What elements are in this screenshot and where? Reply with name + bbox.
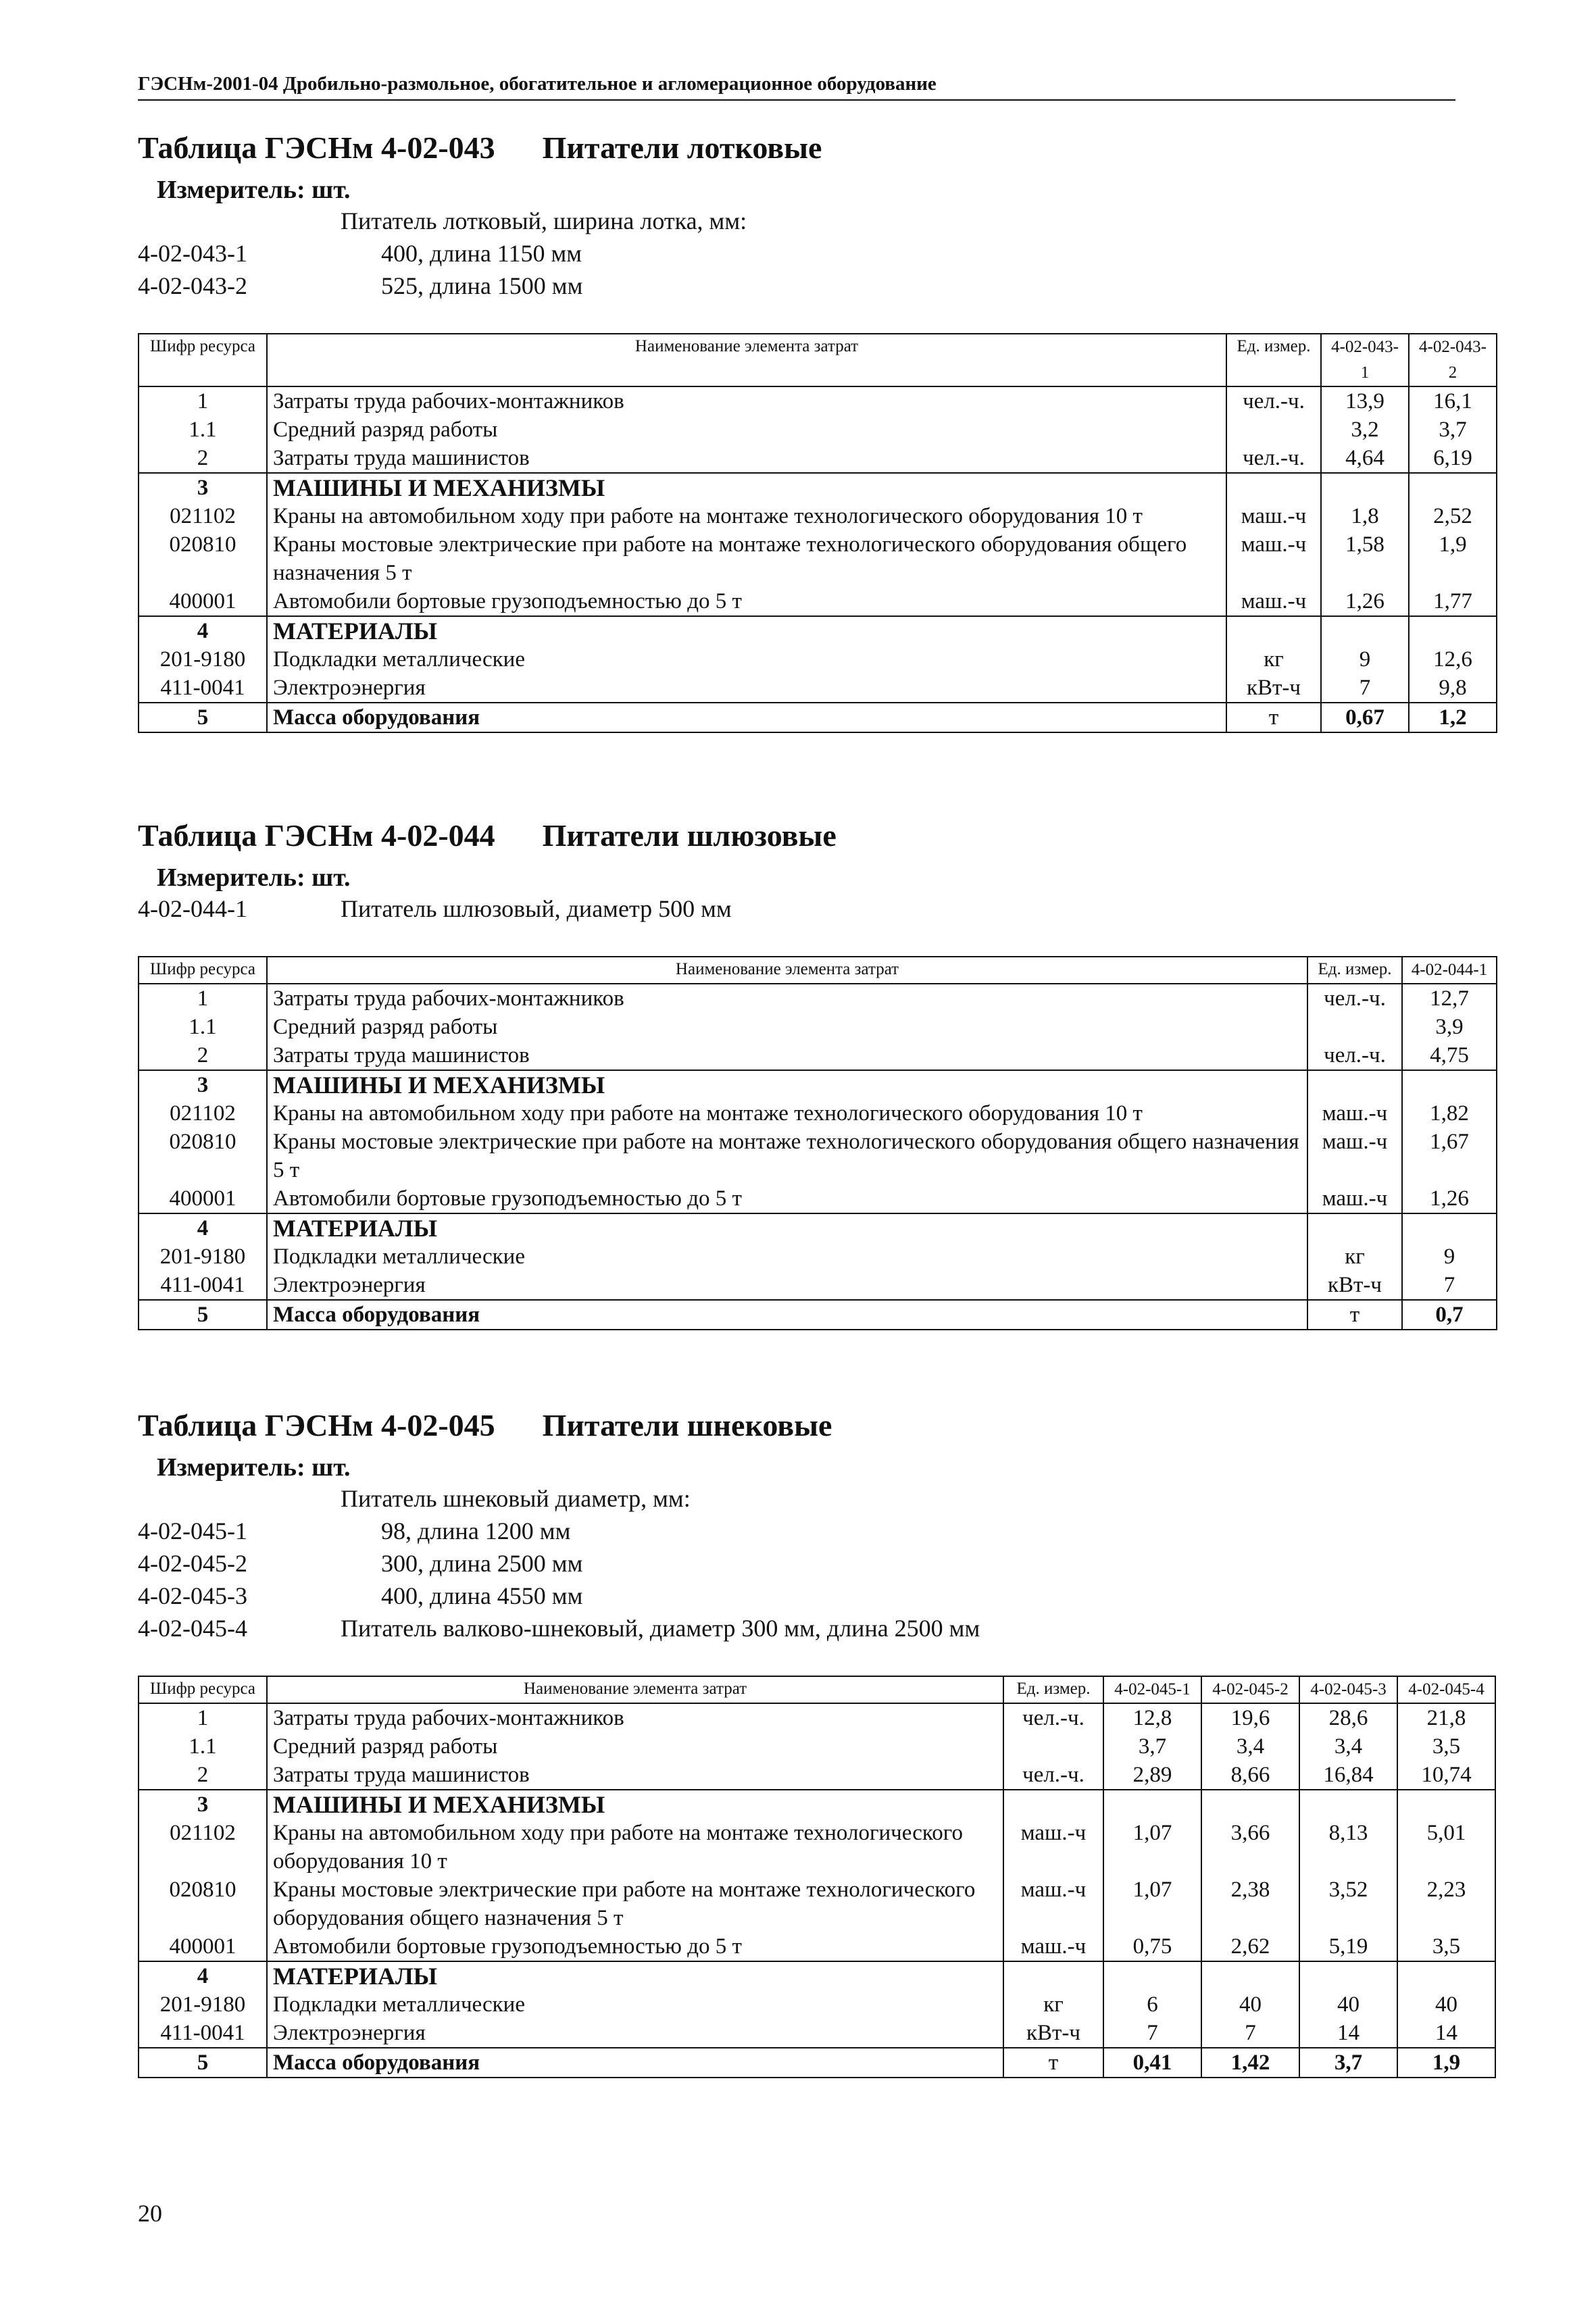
table-row xyxy=(139,984,1497,1013)
cell-value xyxy=(1103,1961,1201,1990)
section-row xyxy=(139,616,1497,645)
table-row xyxy=(139,1271,1497,1300)
cell-value xyxy=(1402,1213,1497,1242)
col-header-value: 4-02-045-4 xyxy=(1397,1676,1495,1703)
cell-name: Краны мостовые электрические при работе на монтаже технологического оборудования общего назначения 5 т xyxy=(267,1876,1003,1932)
section-row xyxy=(139,473,1497,502)
cell-unit: кг xyxy=(1226,645,1321,674)
table-row xyxy=(139,530,1497,587)
cell-value: 8,13 xyxy=(1299,1819,1397,1876)
cell-unit: т xyxy=(1226,703,1321,732)
cell-unit: маш.-ч xyxy=(1003,1819,1103,1876)
table-name: Питатели шлюзовые xyxy=(542,818,837,853)
cell-value: 6 xyxy=(1103,1990,1201,2019)
cell-value: 13,9 xyxy=(1321,386,1409,416)
cell-value xyxy=(1397,1790,1495,1819)
cell-code: 411-0041 xyxy=(139,2019,267,2048)
cell-code: 5 xyxy=(139,1300,267,1330)
cell-unit: т xyxy=(1307,1300,1402,1330)
cell-code: 020810 xyxy=(139,1876,267,1932)
param-header xyxy=(138,205,1496,237)
cell-value xyxy=(1299,1790,1397,1819)
cell-value: 3,2 xyxy=(1321,416,1409,444)
cell-name: Краны на автомобильном ходу при работе на монтаже технологического оборудования 10 т xyxy=(267,1819,1003,1876)
cell-value: 1,07 xyxy=(1103,1819,1201,1876)
table-row xyxy=(139,674,1497,703)
table-row xyxy=(139,1300,1497,1330)
cell-code: 2 xyxy=(139,1761,267,1790)
cell-value: 16,84 xyxy=(1299,1761,1397,1790)
cell-unit: чел.-ч. xyxy=(1307,1041,1402,1070)
cell-value: 1,26 xyxy=(1402,1184,1497,1213)
table-block-043 xyxy=(138,130,1496,733)
table-row xyxy=(139,1013,1497,1041)
cell-code: 1.1 xyxy=(139,1013,267,1041)
measure-unit: Измеритель: шт. xyxy=(157,176,351,204)
table-id: Таблица ГЭСНм 4-02-043 xyxy=(138,130,495,165)
cell-value xyxy=(1103,1790,1201,1819)
cell-value: 19,6 xyxy=(1201,1703,1299,1732)
cell-unit: кг xyxy=(1307,1242,1402,1271)
cell-name: Краны на автомобильном ходу при работе на монтаже технологического оборудования 10 т xyxy=(267,1099,1307,1128)
cell-name: Затраты труда машинистов xyxy=(267,444,1226,473)
cell-value: 1,58 xyxy=(1321,530,1409,587)
cell-name: Автомобили бортовые грузоподъемностью до 5 т xyxy=(267,587,1226,616)
cell-name: МАТЕРИАЛЫ xyxy=(267,1961,1003,1990)
cell-value: 21,8 xyxy=(1397,1703,1495,1732)
resource-table xyxy=(138,956,1497,1330)
col-header-value: 4-02-045-3 xyxy=(1299,1676,1397,1703)
cell-unit: чел.-ч. xyxy=(1226,386,1321,416)
cell-unit xyxy=(1226,616,1321,645)
cell-unit xyxy=(1307,1013,1402,1041)
table-row xyxy=(139,1041,1497,1070)
cell-unit: маш.-ч xyxy=(1307,1128,1402,1184)
cell-value xyxy=(1201,1961,1299,1990)
table-row xyxy=(139,587,1497,616)
cell-name: МАШИНЫ И МЕХАНИЗМЫ xyxy=(267,473,1226,502)
cell-value: 2,62 xyxy=(1201,1932,1299,1961)
cell-unit: маш.-ч xyxy=(1226,587,1321,616)
param-header xyxy=(138,1482,1496,1515)
table-row xyxy=(139,1876,1495,1932)
cell-code: 1 xyxy=(139,984,267,1013)
param-desc: Питатель валково-шнековый, диаметр 300 мм, длина 2500 мм xyxy=(341,1615,980,1642)
param-desc: Питатель шлюзовый, диаметр 500 мм xyxy=(341,895,732,922)
section-row xyxy=(139,1961,1495,1990)
cell-code: 3 xyxy=(139,473,267,502)
param-code: 4-02-044-1 xyxy=(138,895,247,922)
cell-value: 9,8 xyxy=(1409,674,1497,703)
cell-code: 020810 xyxy=(139,530,267,587)
cell-unit: маш.-ч xyxy=(1226,502,1321,530)
cell-value xyxy=(1397,1961,1495,1990)
cell-value: 0,75 xyxy=(1103,1932,1201,1961)
cell-value: 3,7 xyxy=(1409,416,1497,444)
cell-value: 28,6 xyxy=(1299,1703,1397,1732)
col-header-unit: Ед. измер. xyxy=(1307,957,1402,984)
cell-value xyxy=(1321,473,1409,502)
cell-value: 1,07 xyxy=(1103,1876,1201,1932)
col-header-unit: Ед. измер. xyxy=(1003,1676,1103,1703)
cell-name: Затраты труда рабочих-монтажников xyxy=(267,386,1226,416)
table-row xyxy=(139,502,1497,530)
cell-value: 7 xyxy=(1103,2019,1201,2048)
cell-code: 1.1 xyxy=(139,416,267,444)
cell-unit: маш.-ч xyxy=(1307,1099,1402,1128)
cell-name: Автомобили бортовые грузоподъемностью до 5 т xyxy=(267,1184,1307,1213)
col-header-code: Шифр ресурса xyxy=(139,1676,267,1703)
cell-code: 021102 xyxy=(139,1819,267,1876)
cell-value: 4,64 xyxy=(1321,444,1409,473)
cell-code: 411-0041 xyxy=(139,1271,267,1300)
page-number: 20 xyxy=(138,2200,162,2227)
cell-value: 3,7 xyxy=(1103,1732,1201,1761)
cell-value: 9 xyxy=(1402,1242,1497,1271)
cell-value: 2,52 xyxy=(1409,502,1497,530)
table-row xyxy=(139,1184,1497,1213)
cell-code: 020810 xyxy=(139,1128,267,1184)
cell-value: 1,9 xyxy=(1397,2048,1495,2078)
cell-name: Масса оборудования xyxy=(267,1300,1307,1330)
cell-name: Средний разряд работы xyxy=(267,1732,1003,1761)
cell-value: 7 xyxy=(1402,1271,1497,1300)
param-header-text: Питатель лотковый, ширина лотка, мм: xyxy=(341,207,747,234)
cell-name: Краны мостовые электрические при работе на монтаже технологического оборудования общего назначения 5 т xyxy=(267,1128,1307,1184)
param-code: 4-02-045-3 xyxy=(138,1582,247,1609)
cell-unit xyxy=(1226,473,1321,502)
cell-code: 201-9180 xyxy=(139,1990,267,2019)
measure-unit: Измеритель: шт. xyxy=(157,863,351,892)
param-desc: 300, длина 2500 мм xyxy=(381,1550,583,1577)
cell-name: Электроэнергия xyxy=(267,674,1226,703)
cell-value: 14 xyxy=(1299,2019,1397,2048)
table-row xyxy=(139,1761,1495,1790)
table-row xyxy=(139,416,1497,444)
cell-unit: кВт-ч xyxy=(1003,2019,1103,2048)
cell-value xyxy=(1321,616,1409,645)
cell-value: 40 xyxy=(1299,1990,1397,2019)
cell-value: 3,7 xyxy=(1299,2048,1397,2078)
param-code: 4-02-045-4 xyxy=(138,1615,247,1642)
table-title xyxy=(138,1407,1496,1443)
cell-value: 14 xyxy=(1397,2019,1495,2048)
table-row xyxy=(139,1819,1495,1876)
col-header-code: Шифр ресурса xyxy=(139,957,267,984)
table-header-row xyxy=(139,1676,1495,1703)
cell-unit: маш.-ч xyxy=(1003,1932,1103,1961)
cell-code: 400001 xyxy=(139,1184,267,1213)
col-header-unit: Ед. измер. xyxy=(1226,334,1321,386)
param-code: 4-02-043-1 xyxy=(138,240,247,267)
cell-value: 0,67 xyxy=(1321,703,1409,732)
cell-unit: кВт-ч xyxy=(1307,1271,1402,1300)
cell-value: 10,74 xyxy=(1397,1761,1495,1790)
param-desc: 400, длина 4550 мм xyxy=(381,1582,583,1609)
cell-code: 2 xyxy=(139,444,267,473)
cell-name: Электроэнергия xyxy=(267,1271,1307,1300)
param-desc: 400, длина 1150 мм xyxy=(381,240,582,267)
table-title xyxy=(138,818,1496,853)
cell-value: 4,75 xyxy=(1402,1041,1497,1070)
cell-name: Масса оборудования xyxy=(267,703,1226,732)
table-name: Питатели лотковые xyxy=(542,130,822,165)
cell-unit xyxy=(1003,1961,1103,1990)
table-row xyxy=(139,444,1497,473)
cell-value: 1,42 xyxy=(1201,2048,1299,2078)
cell-value: 3,4 xyxy=(1201,1732,1299,1761)
cell-unit xyxy=(1307,1213,1402,1242)
cell-name: Краны на автомобильном ходу при работе на монтаже технологического оборудования 10 т xyxy=(267,502,1226,530)
table-header-row xyxy=(139,957,1497,984)
cell-unit: кг xyxy=(1003,1990,1103,2019)
table-row xyxy=(139,386,1497,416)
cell-unit: чел.-ч. xyxy=(1003,1761,1103,1790)
param-row xyxy=(138,892,1496,925)
col-header-name: Наименование элемента затрат xyxy=(267,334,1226,386)
cell-value: 6,19 xyxy=(1409,444,1497,473)
cell-value: 1,9 xyxy=(1409,530,1497,587)
cell-value: 1,8 xyxy=(1321,502,1409,530)
resource-table xyxy=(138,1676,1496,2078)
cell-unit: чел.-ч. xyxy=(1307,984,1402,1013)
cell-unit: маш.-ч xyxy=(1307,1184,1402,1213)
param-header-text: Питатель шнековый диаметр, мм: xyxy=(341,1485,691,1512)
param-row xyxy=(138,1547,1496,1580)
table-name: Питатели шнековые xyxy=(542,1408,832,1442)
cell-value xyxy=(1201,1790,1299,1819)
cell-code: 201-9180 xyxy=(139,645,267,674)
col-header-name: Наименование элемента затрат xyxy=(267,1676,1003,1703)
col-header-value: 4-02-043-1 xyxy=(1321,334,1409,386)
page-header: ГЭСНм-2001-04 Дробильно-размольное, обогатительное и агломерационное оборудование xyxy=(138,73,1455,101)
table-row xyxy=(139,1732,1495,1761)
cell-value: 40 xyxy=(1201,1990,1299,2019)
cell-unit: чел.-ч. xyxy=(1226,444,1321,473)
table-row xyxy=(139,1099,1497,1128)
cell-name: Затраты труда машинистов xyxy=(267,1041,1307,1070)
cell-value: 2,23 xyxy=(1397,1876,1495,1932)
section-row xyxy=(139,1213,1497,1242)
table-row xyxy=(139,1932,1495,1961)
table-header-row xyxy=(139,334,1497,386)
cell-name: Электроэнергия xyxy=(267,2019,1003,2048)
param-desc: 98, длина 1200 мм xyxy=(381,1517,571,1544)
param-desc: 525, длина 1500 мм xyxy=(381,272,583,299)
cell-value: 0,7 xyxy=(1402,1300,1497,1330)
cell-value xyxy=(1299,1961,1397,1990)
cell-value: 5,19 xyxy=(1299,1932,1397,1961)
col-header-code: Шифр ресурса xyxy=(139,334,267,386)
param-code: 4-02-043-2 xyxy=(138,272,247,299)
cell-value: 12,8 xyxy=(1103,1703,1201,1732)
cell-code: 1 xyxy=(139,1703,267,1732)
table-row xyxy=(139,1128,1497,1184)
param-code: 4-02-045-2 xyxy=(138,1550,247,1577)
cell-code: 3 xyxy=(139,1070,267,1099)
cell-code: 5 xyxy=(139,2048,267,2078)
table-row xyxy=(139,645,1497,674)
param-row xyxy=(138,237,1496,270)
cell-value: 3,52 xyxy=(1299,1876,1397,1932)
cell-name: Затраты труда машинистов xyxy=(267,1761,1003,1790)
table-row xyxy=(139,1990,1495,2019)
cell-value: 3,5 xyxy=(1397,1732,1495,1761)
cell-name: Подкладки металлические xyxy=(267,645,1226,674)
cell-code: 201-9180 xyxy=(139,1242,267,1271)
cell-value: 1,67 xyxy=(1402,1128,1497,1184)
cell-unit: чел.-ч. xyxy=(1003,1703,1103,1732)
resource-table xyxy=(138,333,1497,733)
cell-name: МАШИНЫ И МЕХАНИЗМЫ xyxy=(267,1070,1307,1099)
cell-value: 8,66 xyxy=(1201,1761,1299,1790)
cell-code: 1.1 xyxy=(139,1732,267,1761)
cell-value: 3,9 xyxy=(1402,1013,1497,1041)
cell-code: 400001 xyxy=(139,1932,267,1961)
cell-value xyxy=(1409,616,1497,645)
param-row xyxy=(138,270,1496,302)
cell-value: 7 xyxy=(1201,2019,1299,2048)
cell-code: 1 xyxy=(139,386,267,416)
cell-unit: кВт-ч xyxy=(1226,674,1321,703)
cell-name: МАШИНЫ И МЕХАНИЗМЫ xyxy=(267,1790,1003,1819)
col-header-name: Наименование элемента затрат xyxy=(267,957,1307,984)
cell-code: 4 xyxy=(139,616,267,645)
col-header-value: 4-02-045-2 xyxy=(1201,1676,1299,1703)
cell-code: 021102 xyxy=(139,502,267,530)
cell-code: 3 xyxy=(139,1790,267,1819)
cell-code: 4 xyxy=(139,1213,267,1242)
cell-name: Средний разряд работы xyxy=(267,416,1226,444)
table-row xyxy=(139,1242,1497,1271)
param-row xyxy=(138,1515,1496,1547)
cell-code: 5 xyxy=(139,703,267,732)
cell-value: 3,5 xyxy=(1397,1932,1495,1961)
cell-value: 2,38 xyxy=(1201,1876,1299,1932)
cell-code: 411-0041 xyxy=(139,674,267,703)
cell-value: 1,82 xyxy=(1402,1099,1497,1128)
cell-unit xyxy=(1307,1070,1402,1099)
cell-unit: маш.-ч xyxy=(1226,530,1321,587)
section-row xyxy=(139,1070,1497,1099)
table-row xyxy=(139,2019,1495,2048)
cell-name: МАТЕРИАЛЫ xyxy=(267,1213,1307,1242)
param-code: 4-02-045-1 xyxy=(138,1517,247,1544)
cell-name: Подкладки металлические xyxy=(267,1242,1307,1271)
table-row xyxy=(139,703,1497,732)
cell-name: Затраты труда рабочих-монтажников xyxy=(267,984,1307,1013)
cell-value: 1,26 xyxy=(1321,587,1409,616)
cell-code: 2 xyxy=(139,1041,267,1070)
table-id: Таблица ГЭСНм 4-02-044 xyxy=(138,818,495,853)
param-row xyxy=(138,1580,1496,1612)
cell-value: 12,7 xyxy=(1402,984,1497,1013)
cell-value: 3,4 xyxy=(1299,1732,1397,1761)
cell-name: Подкладки металлические xyxy=(267,1990,1003,2019)
cell-unit: т xyxy=(1003,2048,1103,2078)
table-title xyxy=(138,130,1496,166)
cell-value: 9 xyxy=(1321,645,1409,674)
table-row xyxy=(139,1703,1495,1732)
table-row xyxy=(139,2048,1495,2078)
cell-unit xyxy=(1226,416,1321,444)
table-id: Таблица ГЭСНм 4-02-045 xyxy=(138,1408,495,1442)
cell-value xyxy=(1409,473,1497,502)
cell-name: Краны мостовые электрические при работе на монтаже технологического оборудования общего назначения 5 т xyxy=(267,530,1226,587)
cell-name: Автомобили бортовые грузоподъемностью до 5 т xyxy=(267,1932,1003,1961)
cell-name: Средний разряд работы xyxy=(267,1013,1307,1041)
cell-value: 5,01 xyxy=(1397,1819,1495,1876)
table-block-045 xyxy=(138,1407,1496,2078)
cell-name: Затраты труда рабочих-монтажников xyxy=(267,1703,1003,1732)
table-block-044 xyxy=(138,818,1496,1330)
cell-value: 2,89 xyxy=(1103,1761,1201,1790)
cell-unit: маш.-ч xyxy=(1003,1876,1103,1932)
cell-value: 7 xyxy=(1321,674,1409,703)
cell-unit xyxy=(1003,1732,1103,1761)
measure-unit: Измеритель: шт. xyxy=(157,1453,351,1482)
section-row xyxy=(139,1790,1495,1819)
cell-unit xyxy=(1003,1790,1103,1819)
param-row xyxy=(138,1612,1496,1644)
cell-name: МАТЕРИАЛЫ xyxy=(267,616,1226,645)
cell-name: Масса оборудования xyxy=(267,2048,1003,2078)
cell-value xyxy=(1402,1070,1497,1099)
cell-value: 1,77 xyxy=(1409,587,1497,616)
cell-value: 40 xyxy=(1397,1990,1495,2019)
col-header-value: 4-02-045-1 xyxy=(1103,1676,1201,1703)
cell-value: 3,66 xyxy=(1201,1819,1299,1876)
col-header-value: 4-02-044-1 xyxy=(1402,957,1497,984)
cell-code: 400001 xyxy=(139,587,267,616)
col-header-value: 4-02-043-2 xyxy=(1409,334,1497,386)
cell-value: 1,2 xyxy=(1409,703,1497,732)
cell-value: 0,41 xyxy=(1103,2048,1201,2078)
cell-value: 16,1 xyxy=(1409,386,1497,416)
cell-value: 12,6 xyxy=(1409,645,1497,674)
cell-code: 021102 xyxy=(139,1099,267,1128)
cell-code: 4 xyxy=(139,1961,267,1990)
